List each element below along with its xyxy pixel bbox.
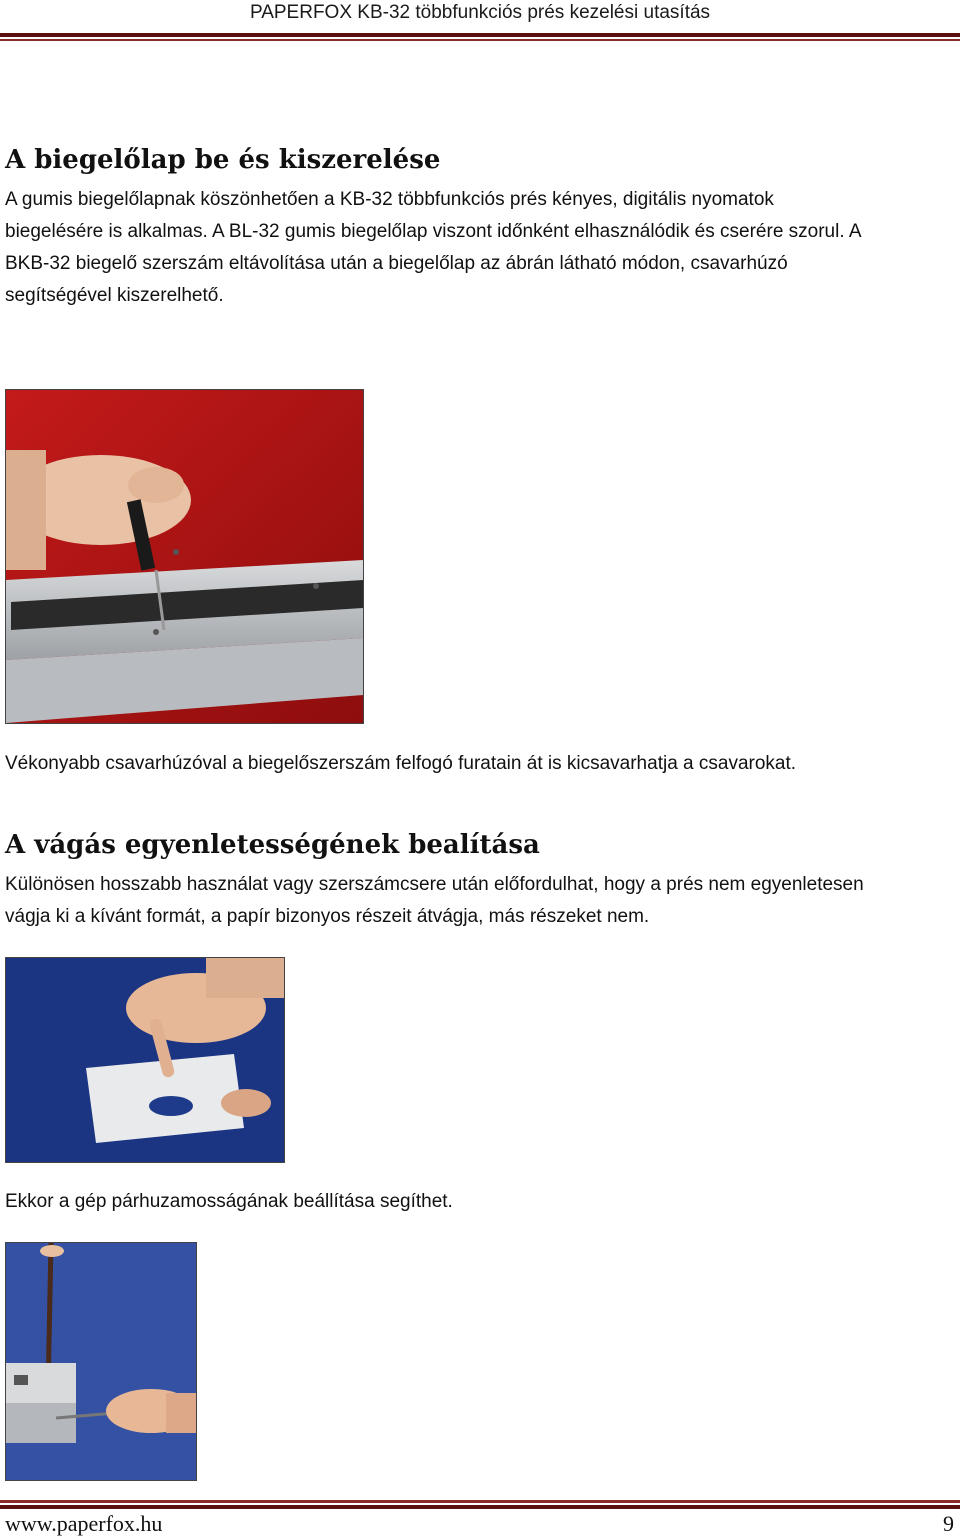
photo-illustration xyxy=(6,1243,196,1480)
paragraph-line: biegelésére is alkalmas. A BL-32 gumis biegelőlap viszont időnként elhasználódik és cserére szorul. A xyxy=(5,221,862,242)
paragraph-line: A gumis biegelőlapnak köszönhetően a KB-32 többfunkciós prés kényes, digitális nyomatok xyxy=(5,189,774,210)
paragraph-line: segítségével kiszerelhető. xyxy=(5,285,224,306)
footer-rule xyxy=(0,1505,960,1509)
photo-illustration xyxy=(6,390,363,723)
footer-rule-thin xyxy=(0,1500,960,1503)
paragraph-line: vágja ki a kívánt formát, a papír bizonyos részeit átvágja, más részeket nem. xyxy=(5,906,650,927)
section2-paragraph xyxy=(5,869,955,933)
paragraph-line: Különösen hosszabb használat vagy szerszámcsere után előfordulhat, hogy a prés nem egyenletesen xyxy=(5,874,864,895)
photo-uneven-cut xyxy=(5,957,285,1163)
header-rule xyxy=(0,33,960,37)
section-heading-vagas: A vágás egyenletességének bealítása xyxy=(5,830,540,860)
caption-screwdriver: Vékonyabb csavarhúzóval a biegelőszerszám felfogó furatain át is kicsavarhatja a csavarokat. xyxy=(5,753,797,774)
photo-screwdriver-removal xyxy=(5,389,364,724)
photo-parallel-adjust xyxy=(5,1242,197,1481)
section-heading-biegelolap: A biegelőlap be és kiszerelése xyxy=(5,145,441,175)
header-title: PAPERFOX KB-32 többfunkciós prés kezelési utasítás xyxy=(249,2,711,23)
header-rule-thin xyxy=(0,39,960,41)
section1-paragraph xyxy=(5,184,955,312)
footer-url: www.paperfox.hu xyxy=(5,1511,163,1536)
caption-parallel-adjust: Ekkor a gép párhuzamosságának beállítása segíthet. xyxy=(5,1191,453,1212)
photo-illustration xyxy=(6,958,284,1162)
paragraph-line: BKB-32 biegelő szerszám eltávolítása után a biegelőlap az ábrán látható módon, csavarhúzó xyxy=(5,253,788,274)
page-number: 9 xyxy=(943,1511,954,1536)
